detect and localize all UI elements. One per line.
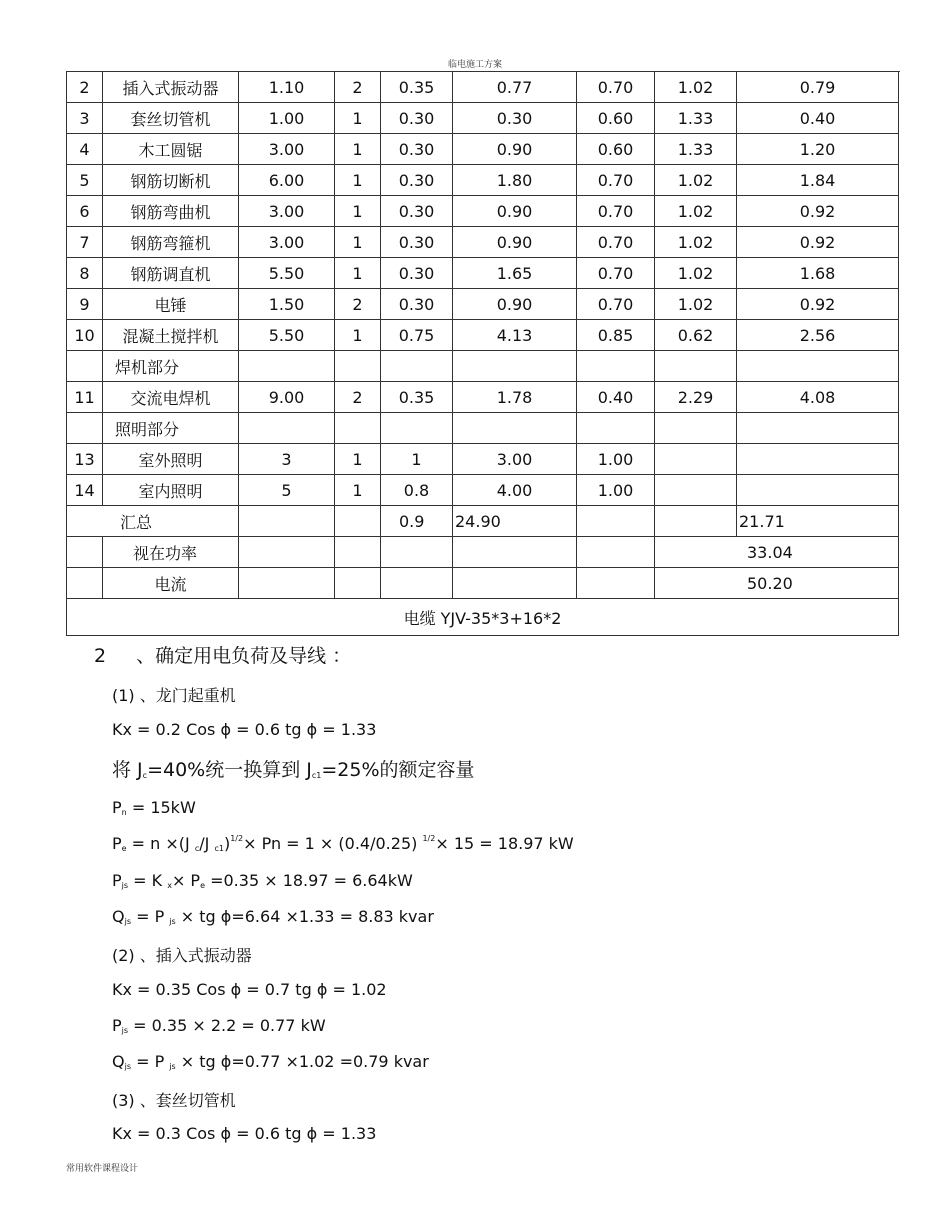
table-cell: 5 — [239, 475, 335, 506]
table-cell: 0.90 — [453, 227, 577, 258]
table-cell: 0.35 — [381, 382, 453, 413]
table-row — [67, 413, 899, 444]
table-cell: 0.30 — [381, 103, 453, 134]
table-body — [67, 72, 899, 506]
table-cell: 1.00 — [577, 475, 655, 506]
table-cell: 3.00 — [453, 444, 577, 475]
row-number — [67, 413, 103, 444]
table-cell: 1.02 — [655, 227, 737, 258]
table-cell — [655, 444, 737, 475]
table-cell — [577, 413, 655, 444]
table-cell: 3 — [239, 444, 335, 475]
table-cell: 0.85 — [577, 320, 655, 351]
summary-label: 汇总 — [67, 506, 239, 537]
table-cell — [239, 413, 335, 444]
table-cell: 0.30 — [381, 165, 453, 196]
table-cell: 0.60 — [577, 103, 655, 134]
equipment-name: 插入式振动器 — [103, 72, 239, 103]
table-cell: 0.40 — [737, 103, 899, 134]
table-cell: 0.40 — [577, 382, 655, 413]
table-cell — [381, 351, 453, 382]
equipment-name: 套丝切管机 — [103, 103, 239, 134]
table-cell: 0.30 — [381, 227, 453, 258]
summary-pjs: 24.90 — [453, 506, 577, 537]
table-cell — [335, 351, 381, 382]
item1-conversion: 将 $J_c=40\%$统一换算到 $J_{c1}=25\%$的额定容量 — [112, 759, 475, 781]
table-cell: 1.02 — [655, 289, 737, 320]
equipment-name: 混凝土搅拌机 — [103, 320, 239, 351]
table-cell: 1.33 — [655, 134, 737, 165]
equipment-name: 电锤 — [103, 289, 239, 320]
table-cell: 0.62 — [655, 320, 737, 351]
table-cell — [239, 351, 335, 382]
table-row — [67, 444, 899, 475]
apparent-power-value: 33.04 — [655, 537, 899, 568]
equipment-name: 钢筋切断机 — [103, 165, 239, 196]
table-cell: 2 — [335, 289, 381, 320]
table-cell: 1 — [335, 320, 381, 351]
item2-qjs: $Q_{js} = P$ $_{js}$ × tg ϕ=0.77 ×1.02 =0.79 kvar — [112, 1052, 429, 1071]
table-row — [67, 134, 899, 165]
row-number: 14 — [67, 475, 103, 506]
item2-kx: Kx = 0.35 Cos ϕ = 0.7 tg ϕ = 1.02 — [112, 980, 387, 999]
table-cell: 0.77 — [453, 72, 577, 103]
equipment-name: 钢筋调直机 — [103, 258, 239, 289]
cable-row — [67, 599, 899, 636]
table-cell — [655, 413, 737, 444]
table-cell: 3.00 — [239, 196, 335, 227]
summary-kx: 0.9 — [381, 506, 453, 537]
table-cell: 3.00 — [239, 227, 335, 258]
table-row — [67, 72, 899, 103]
table-cell: 2 — [335, 382, 381, 413]
table-cell: 1 — [335, 134, 381, 165]
table-row — [67, 227, 899, 258]
table-cell: 1.68 — [737, 258, 899, 289]
table-cell: 1.84 — [737, 165, 899, 196]
table-cell: 0.70 — [577, 258, 655, 289]
table-cell: 3.00 — [239, 134, 335, 165]
table-cell: 2.56 — [737, 320, 899, 351]
equipment-name: 钢筋弯箍机 — [103, 227, 239, 258]
section-title — [94, 641, 351, 668]
table-cell: 1.33 — [655, 103, 737, 134]
table-cell: 1 — [335, 475, 381, 506]
section-title-text: 、确定用电负荷及导线 ： — [136, 645, 352, 667]
table-row — [67, 103, 899, 134]
summary-qjs: 21.71 — [737, 506, 899, 537]
table-cell: 1 — [335, 227, 381, 258]
table-cell: 9.00 — [239, 382, 335, 413]
table-cell: 1.78 — [453, 382, 577, 413]
item1-kx: Kx = 0.2 Cos ϕ = 0.6 tg ϕ = 1.33 — [112, 720, 377, 739]
table-cell — [577, 351, 655, 382]
table-cell — [737, 475, 899, 506]
table-cell: 1.02 — [655, 258, 737, 289]
table-cell — [453, 413, 577, 444]
equipment-name: 交流电焊机 — [103, 382, 239, 413]
table-cell: 0.30 — [381, 258, 453, 289]
table-footer — [67, 506, 899, 636]
table-cell: 0.90 — [453, 196, 577, 227]
table-cell: 1 — [335, 196, 381, 227]
table-cell: 6.00 — [239, 165, 335, 196]
table-cell — [453, 351, 577, 382]
item1-pn: $P_n = 15kW$ — [112, 798, 196, 817]
row-number: 5 — [67, 165, 103, 196]
apparent-power-label: 视在功率 — [103, 537, 239, 568]
table-row — [67, 382, 899, 413]
table-cell: 1.65 — [453, 258, 577, 289]
table-cell — [655, 475, 737, 506]
table-cell: 0.30 — [381, 134, 453, 165]
table-row — [67, 258, 899, 289]
table-cell: 0.30 — [453, 103, 577, 134]
current-label: 电流 — [103, 568, 239, 599]
table-cell: 0.35 — [381, 72, 453, 103]
table-cell — [335, 413, 381, 444]
table-cell: 0.8 — [381, 475, 453, 506]
table-cell — [655, 351, 737, 382]
section-number: 2 — [94, 645, 107, 667]
table-cell: 1 — [335, 103, 381, 134]
row-number: 9 — [67, 289, 103, 320]
table-cell — [381, 413, 453, 444]
summary-row — [67, 506, 899, 537]
table-cell: 0.30 — [381, 196, 453, 227]
apparent-power-row — [67, 537, 899, 568]
item2-pjs: $P_{js} = 0.35 \times 2.2 = 0.77$ kW — [112, 1016, 326, 1035]
table-cell: 0.30 — [381, 289, 453, 320]
table-cell: 4.08 — [737, 382, 899, 413]
table-cell: 1.10 — [239, 72, 335, 103]
row-number: 4 — [67, 134, 103, 165]
row-number: 10 — [67, 320, 103, 351]
table-cell: 0.90 — [453, 134, 577, 165]
table-cell: 0.60 — [577, 134, 655, 165]
table-cell: 0.79 — [737, 72, 899, 103]
equipment-name: 木工圆锯 — [103, 134, 239, 165]
equipment-name: 室外照明 — [103, 444, 239, 475]
table-cell: 1.80 — [453, 165, 577, 196]
row-number: 3 — [67, 103, 103, 134]
page-footer: 常用软件课程设计 — [66, 1164, 139, 1174]
row-number: 8 — [67, 258, 103, 289]
row-number: 13 — [67, 444, 103, 475]
table-cell: 0.92 — [737, 289, 899, 320]
item3-title: (3) 、套丝切管机 — [112, 1091, 236, 1110]
table-cell: 1 — [335, 444, 381, 475]
row-number: 6 — [67, 196, 103, 227]
equipment-name: 钢筋弯曲机 — [103, 196, 239, 227]
row-number: 7 — [67, 227, 103, 258]
page-header: 临电施工方案 — [447, 60, 502, 70]
table-row — [67, 320, 899, 351]
table-cell: 0.92 — [737, 196, 899, 227]
table-cell: 0.70 — [577, 289, 655, 320]
table-cell: 1.02 — [655, 165, 737, 196]
item1-title: (1) 、龙门起重机 — [112, 686, 236, 705]
current-value: 50.20 — [655, 568, 899, 599]
table-cell: 0.75 — [381, 320, 453, 351]
table-cell: 1.20 — [737, 134, 899, 165]
row-number: 11 — [67, 382, 103, 413]
table-cell: 1 — [335, 258, 381, 289]
table-cell: 1.00 — [577, 444, 655, 475]
table-row — [67, 196, 899, 227]
equipment-name: 焊机部分 — [103, 351, 239, 382]
table-cell: 0.70 — [577, 165, 655, 196]
row-number: 2 — [67, 72, 103, 103]
table-cell: 1.00 — [239, 103, 335, 134]
table-cell: 1.02 — [655, 72, 737, 103]
table-cell: 4.00 — [453, 475, 577, 506]
table-cell: 2.29 — [655, 382, 737, 413]
table-cell: 0.70 — [577, 196, 655, 227]
table-cell: 0.92 — [737, 227, 899, 258]
table-cell — [737, 351, 899, 382]
table-cell: 1 — [381, 444, 453, 475]
cable-spec: 电缆 YJV-35*3+16*2 — [67, 599, 899, 636]
equipment-name: 室内照明 — [103, 475, 239, 506]
table-cell: 1.50 — [239, 289, 335, 320]
table-row — [67, 351, 899, 382]
table-cell: 5.50 — [239, 320, 335, 351]
table-row — [67, 289, 899, 320]
row-number — [67, 351, 103, 382]
item2-title: (2) 、插入式振动器 — [112, 946, 252, 965]
item1-pjs: $P_{js} = K$ $_x\times P_e =0.35 \times 18.97 = 6.64kW$ — [112, 871, 413, 890]
item3-kx: Kx = 0.3 Cos ϕ = 0.6 tg ϕ = 1.33 — [112, 1124, 377, 1143]
table-cell: 5.50 — [239, 258, 335, 289]
current-row — [67, 568, 899, 599]
item1-qjs: $Q_{js} = P$ $_{js}$ × tg ϕ=6.64 ×1.33 = 8.83 kvar — [112, 907, 434, 926]
table-row — [67, 165, 899, 196]
table-cell: 1.02 — [655, 196, 737, 227]
table-cell — [737, 413, 899, 444]
table-cell: 0.90 — [453, 289, 577, 320]
equipment-name: 照明部分 — [103, 413, 239, 444]
table-cell: 2 — [335, 72, 381, 103]
item1-pe: $P_e = n \times(J$ $_c$/J $_{c1}$)$^{1/2}$× Pn = 1 × (0.4/0.25) $^{1/2}$× 15 = 18.97 kW — [112, 834, 574, 853]
table-cell: 1 — [335, 165, 381, 196]
table-cell: 4.13 — [453, 320, 577, 351]
table-row — [67, 475, 899, 506]
table-cell: 0.70 — [577, 72, 655, 103]
table-cell: 0.70 — [577, 227, 655, 258]
load-table — [66, 71, 899, 636]
table-cell — [737, 444, 899, 475]
